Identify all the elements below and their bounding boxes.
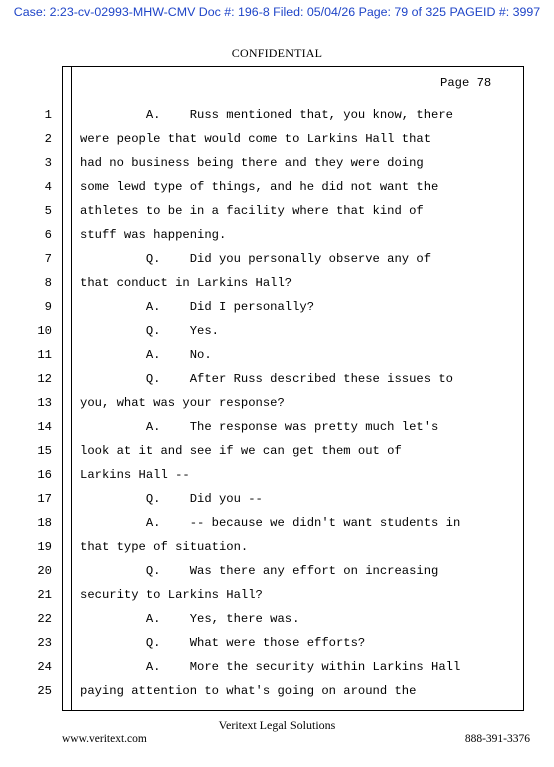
line-number: 6: [44, 228, 52, 242]
line-number: 8: [44, 276, 52, 290]
line-number: 22: [37, 612, 52, 626]
footer-phone: 888-391-3376: [464, 733, 530, 745]
transcript-line: athletes to be in a facility where that kind of: [80, 204, 424, 218]
line-number: 3: [44, 156, 52, 170]
line-number: 9: [44, 300, 52, 314]
line-number: 1: [44, 108, 52, 122]
transcript-line: security to Larkins Hall?: [80, 588, 263, 602]
transcript-line: Q. Did you --: [80, 492, 263, 506]
transcript-line: Q. Was there any effort on increasing: [80, 564, 439, 578]
line-number: 25: [37, 684, 52, 698]
transcript-line: were people that would come to Larkins Hall that: [80, 132, 432, 146]
transcript-line: A. -- because we didn't want students in: [80, 516, 461, 530]
transcript-line: A. The response was pretty much let's: [80, 420, 439, 434]
transcript-line: that conduct in Larkins Hall?: [80, 276, 293, 290]
transcript-line: had no business being there and they were doing: [80, 156, 424, 170]
transcript-line: Q. Yes.: [80, 324, 219, 338]
transcript-line: Larkins Hall --: [80, 468, 190, 482]
transcript-line: stuff was happening.: [80, 228, 227, 242]
line-number: 19: [37, 540, 52, 554]
transcript-line: Q. What were those efforts?: [80, 636, 366, 650]
line-number: 5: [44, 204, 52, 218]
page-number: Page 78: [440, 76, 492, 90]
transcript-line: Q. Did you personally observe any of: [80, 252, 432, 266]
transcript-line: that type of situation.: [80, 540, 249, 554]
transcript-line: look at it and see if we can get them out of: [80, 444, 402, 458]
footer-url: www.veritext.com: [62, 733, 147, 745]
transcript-line: A. More the security within Larkins Hall: [80, 660, 461, 674]
transcript-line: paying attention to what's going on around the: [80, 684, 417, 698]
transcript-line: you, what was your response?: [80, 396, 285, 410]
footer-firm: Veritext Legal Solutions: [218, 718, 336, 732]
line-number: 11: [37, 348, 52, 362]
line-number: 24: [37, 660, 52, 674]
transcript-line: A. Did I personally?: [80, 300, 315, 314]
line-number: 21: [37, 588, 52, 602]
transcript-line: A. Yes, there was.: [80, 612, 300, 626]
line-number: 16: [37, 468, 52, 482]
line-number: 13: [37, 396, 52, 410]
transcript-line: some lewd type of things, and he did not want the: [80, 180, 439, 194]
line-number: 23: [37, 636, 52, 650]
line-number-divider: [71, 66, 72, 711]
line-number: 12: [37, 372, 52, 386]
line-number: 4: [44, 180, 52, 194]
line-number: 14: [37, 420, 52, 434]
transcript-line: Q. After Russ described these issues to: [80, 372, 453, 386]
line-number: 7: [44, 252, 52, 266]
line-number: 20: [37, 564, 52, 578]
transcript-line: A. Russ mentioned that, you know, there: [80, 108, 453, 122]
line-number: 17: [37, 492, 52, 506]
transcript-line: A. No.: [80, 348, 212, 362]
line-number: 18: [37, 516, 52, 530]
line-number: 15: [37, 444, 52, 458]
line-number: 10: [37, 324, 52, 338]
confidential-label: CONFIDENTIAL: [231, 46, 323, 60]
line-number: 2: [44, 132, 52, 146]
case-header: Case: 2:23-cv-02993-MHW-CMV Doc #: 196-8 Filed: 05/04/26 Page: 79 of 325 PAGEID #: 3997: [13, 5, 541, 19]
